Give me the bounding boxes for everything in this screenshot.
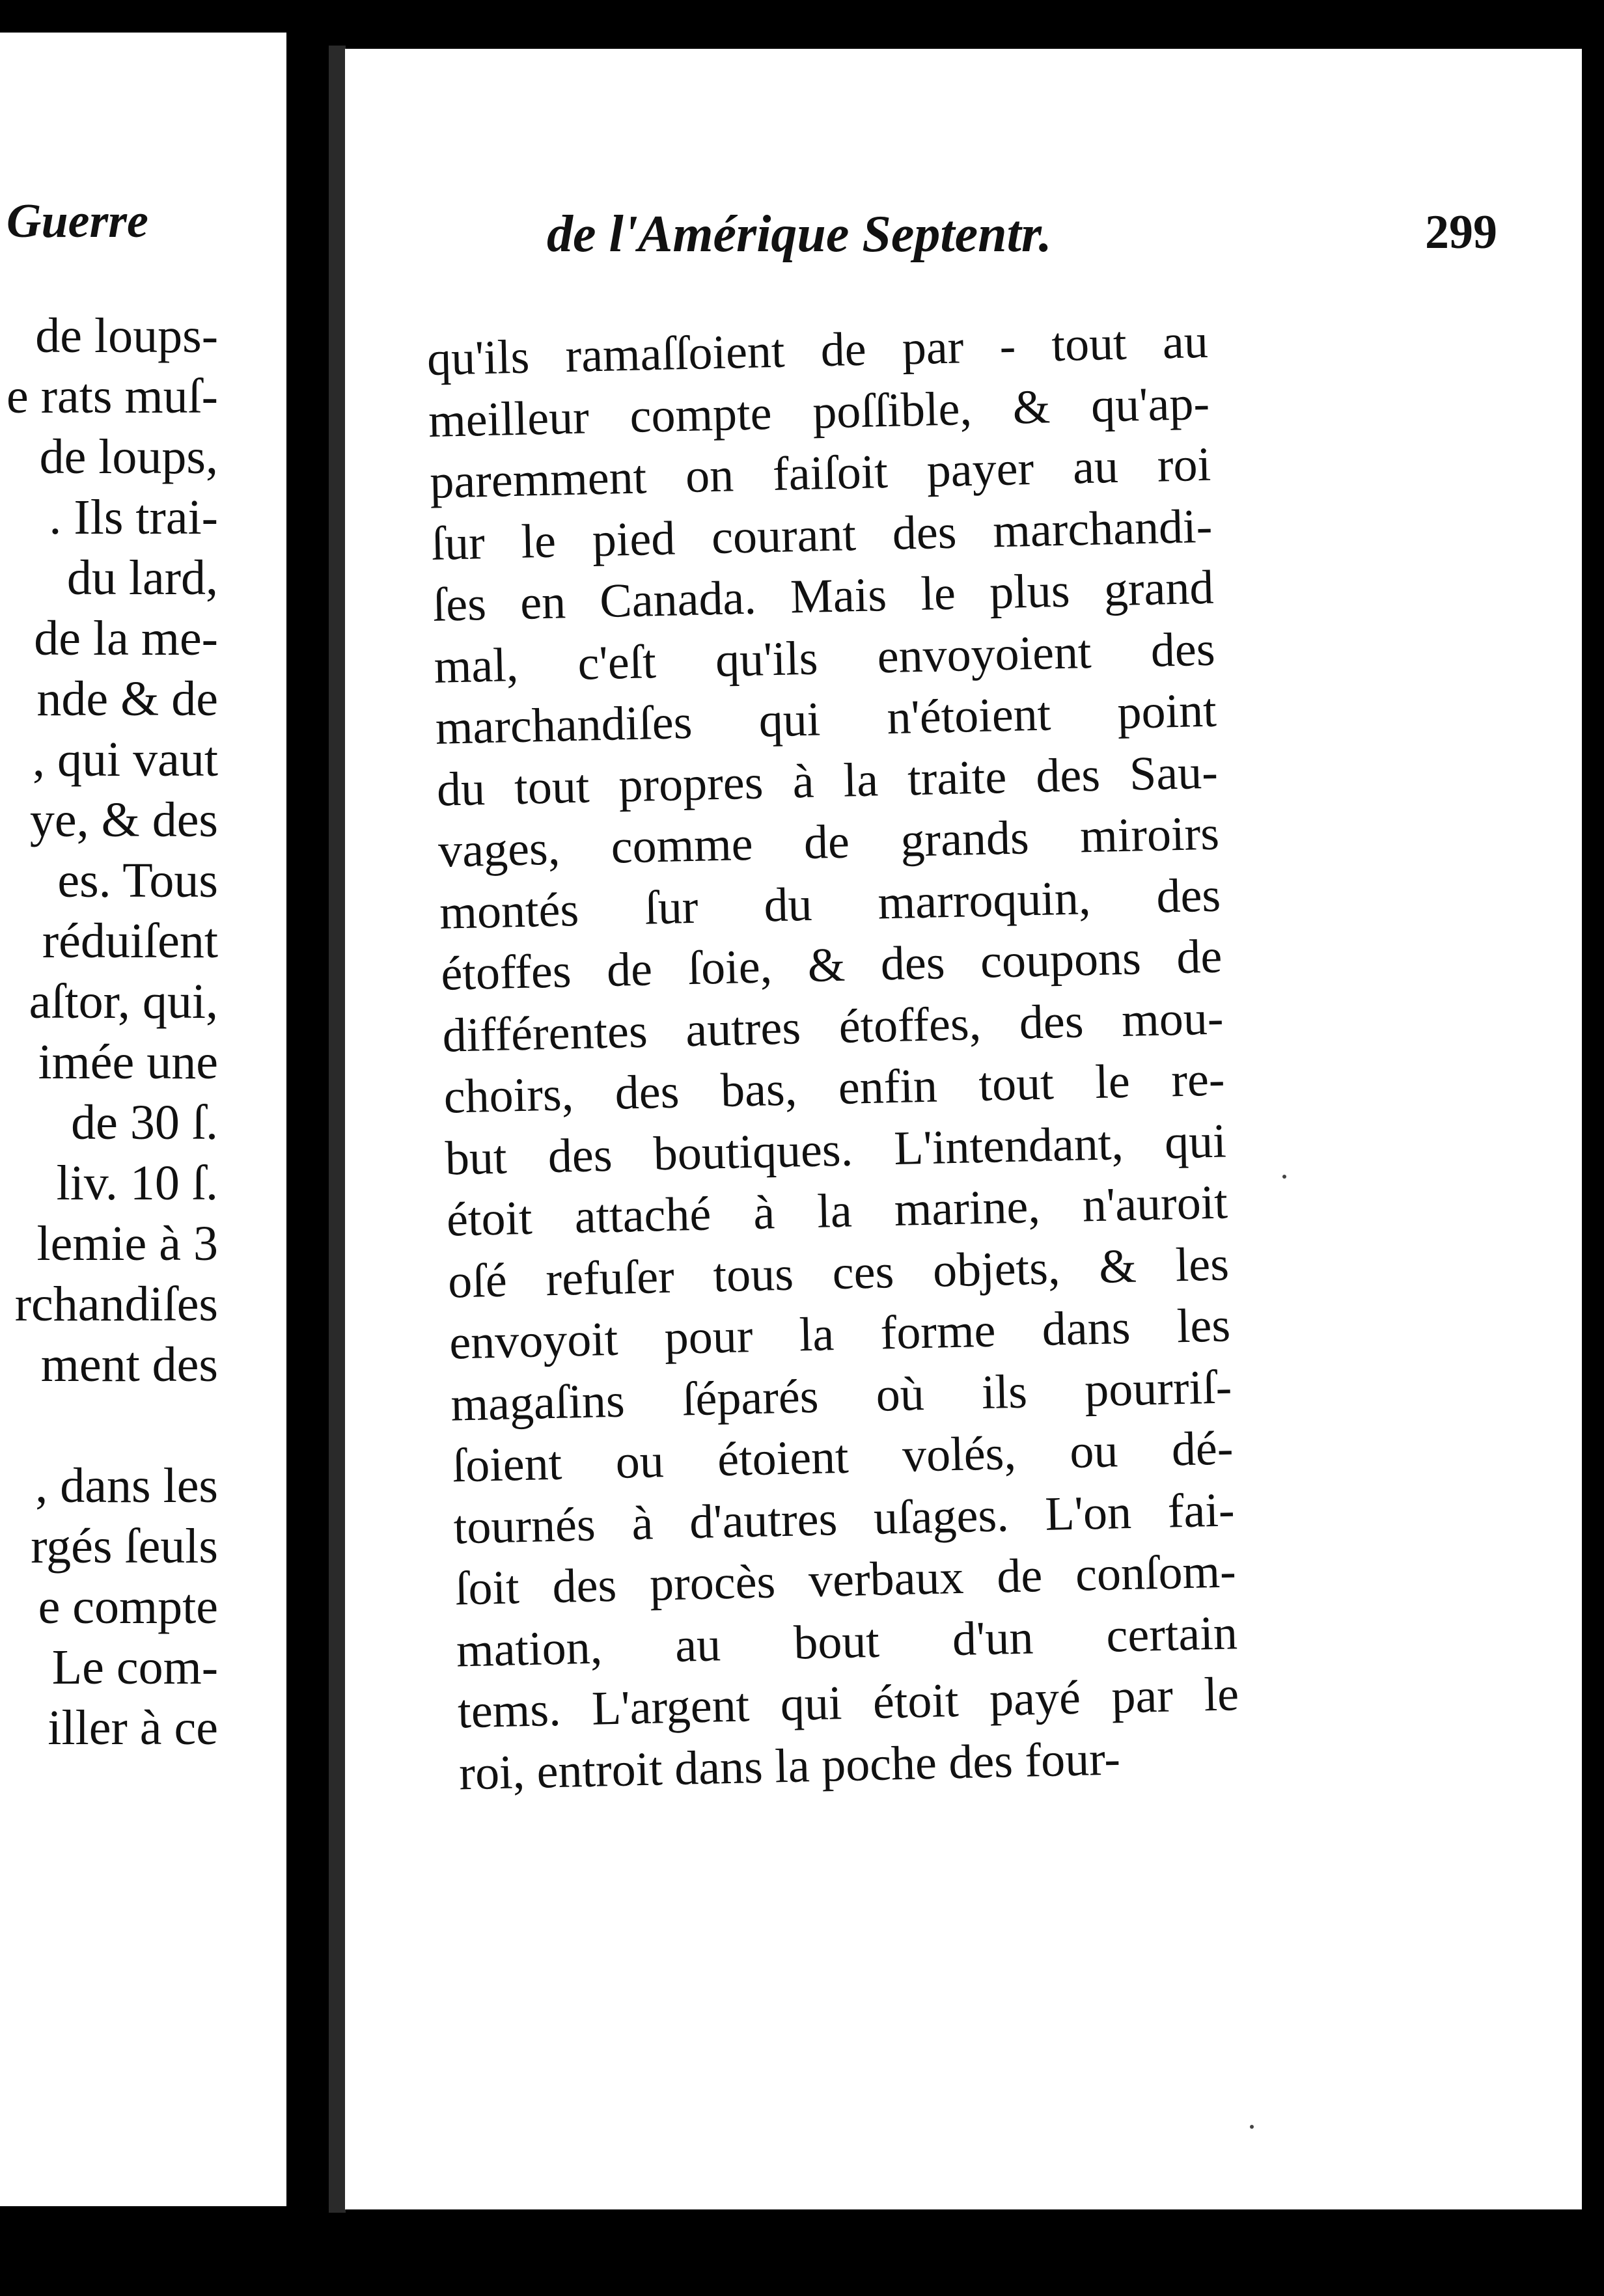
left-page-line: e rats muſ-: [6, 369, 218, 424]
left-page: [0, 33, 286, 2206]
left-page-line: . Ils trai-: [49, 490, 218, 545]
ink-speck: [1282, 1175, 1286, 1179]
page-edge-shadow: [329, 46, 346, 2213]
left-page-line: de la me-: [34, 611, 218, 666]
left-page-line: aſtor, qui,: [29, 974, 218, 1029]
text-line: ſoit des procès verbaux de conſom-: [454, 1544, 1237, 1616]
left-page-line: , qui vaut: [33, 732, 218, 787]
left-page-running-title: Guerre: [7, 195, 148, 248]
running-title: de l'Amérique Septentr.: [547, 206, 1052, 263]
text-line: oſé refuſer tous ces objets, & les: [447, 1237, 1230, 1309]
text-line: marchandiſes qui n'étoient point: [434, 683, 1217, 755]
text-line: mal, c'eſt qu'ils envoyoient des: [433, 622, 1216, 694]
text-line: meilleur compte poſſible, & qu'ap-: [428, 376, 1210, 448]
text-line: ſes en Canada. Mais le plus grand: [432, 560, 1215, 632]
left-page-line: es. Tous: [57, 853, 218, 908]
text-line: roi, entroit dans la poche des four-: [458, 1731, 1121, 1800]
left-page-line: Le com-: [51, 1640, 218, 1695]
text-line: magaſins ſéparés où ils pourriſ-: [450, 1360, 1233, 1432]
left-page-line: [7, 1395, 218, 1456]
left-page-line: nde & de: [36, 672, 218, 726]
left-page-line: iller à ce: [48, 1701, 218, 1755]
text-line: envoyoit pour la forme dans les: [449, 1298, 1231, 1370]
left-page-line: , dans les: [35, 1458, 218, 1513]
text-line: du tout propres à la traite des Sau-: [436, 745, 1219, 817]
ink-speck: [1250, 2125, 1254, 2129]
text-line: tems. L'argent qui étoit payé par le: [457, 1667, 1239, 1739]
left-page-line: rgés ſeuls: [31, 1519, 218, 1574]
right-page-header: [547, 205, 1497, 264]
left-page-line: lemie à 3: [36, 1216, 218, 1271]
left-page-line: imée une: [38, 1035, 218, 1089]
left-page-line: réduiſent: [42, 914, 218, 968]
text-line: tournés à d'autres uſages. L'on fai-: [452, 1483, 1236, 1555]
left-page-line: rchandiſes: [14, 1277, 218, 1332]
text-line: but des boutiques. L'intendant, qui: [445, 1114, 1227, 1186]
right-page: [345, 49, 1582, 2209]
text-line: ſur le pied courant des marchandi-: [430, 499, 1213, 571]
left-page-line: e compte: [38, 1579, 218, 1634]
text-line: différentes autres étoffes, des mou-: [441, 991, 1224, 1063]
left-page-line: ment des: [40, 1337, 218, 1392]
left-page-line: de loups-: [35, 308, 218, 363]
left-page-text: [7, 306, 218, 1758]
left-page-line: de 30 ſ.: [71, 1095, 218, 1150]
text-line: montés ſur du marroquin, des: [439, 868, 1221, 940]
left-page-line: liv. 10 ſ.: [56, 1156, 218, 1210]
text-line: vages, comme de grands miroirs: [437, 806, 1220, 878]
text-line: ſoient ou étoient volés, ou dé-: [451, 1421, 1234, 1493]
left-page-line: de loups,: [39, 430, 218, 484]
text-line: étoffes de ſoie, & des coupons de: [440, 929, 1223, 1001]
text-line: étoit attaché à la marine, n'auroit: [446, 1175, 1228, 1247]
left-page-line: ye, & des: [29, 793, 218, 847]
text-line: qu'ils ramaſſoient de par - tout au: [426, 314, 1209, 386]
right-page-text: [426, 311, 1241, 1805]
text-line: mation, au bout d'un certain: [456, 1606, 1238, 1677]
page-number: 299: [1425, 206, 1497, 259]
left-page-line: du lard,: [66, 551, 218, 605]
text-line: choirs, des bas, enfin tout le re-: [443, 1052, 1226, 1124]
text-line: paremment on faiſoit payer au roi: [429, 437, 1211, 509]
